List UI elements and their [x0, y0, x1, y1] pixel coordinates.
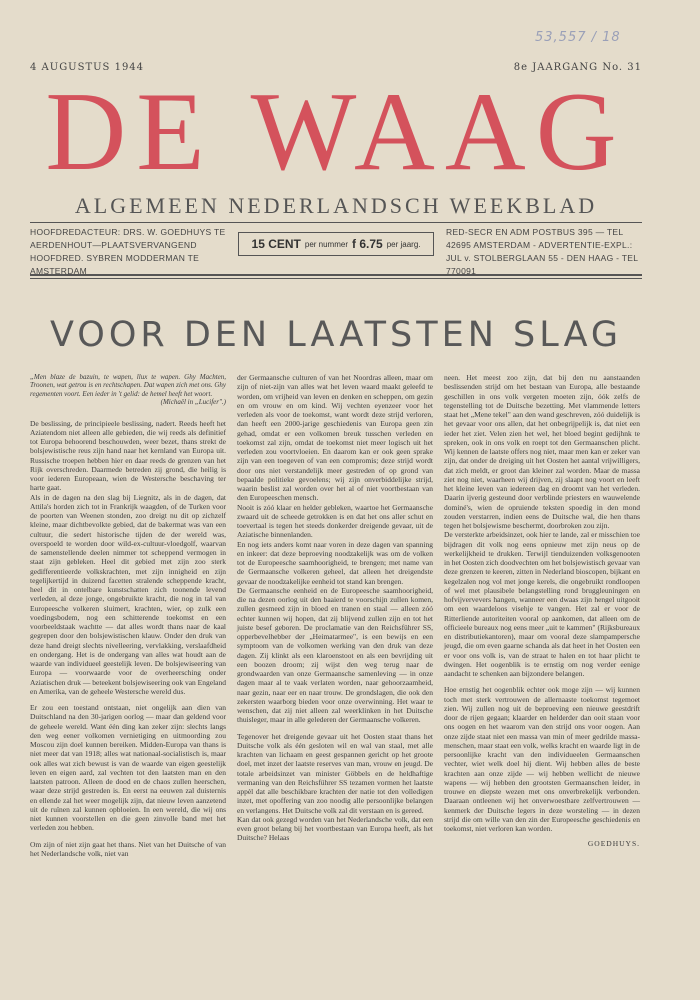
- paragraph: Nooit is zóó klaar en helder gebleken, waartoe het Germaansche zwaard uit de scheede getrokken is en dat het ons aller schut en toevertaal is tegen het steeds donkerder dreigende gevaar, uit de Aziatische binnenlanden.: [237, 502, 433, 540]
- paragraph: De Germaansche eenheid en de Europeesche saamhoorigheid, die na dezen oorlog uit den baaierd te voorschijn zullen komen, zullen gesmeed zijn in bloed en tranen en staal — alleen zóó echter kunnen wij hopen, dat zij blijvend zullen zijn en tot het juiste besef geboren. De proclamatie van den Reichsführer SS, opperbevelhebber der „Heimatarmee", is een bewijs en een symptoom van de volkomen werking van den druk van deze dagen. Zij klinkt als een klaroenstoot en als een bevrijding uit een boozen droom; zij wijst den weg terug naar de grondwaarden van onze Germaansche samenleving — in onze dagen maar al te vaak verlaten worden, naar gehoorzaamheid, naar gezin, naar eer en naar trouw. De grondslagen, die ook den zekersten waarborg bieden voor onze overwinning. Het waar te wenschen, dat zij niet alleen zal weerklinken in het Duitsche thuisleger, maar in alle gelederen der Germaansche volkeren.: [237, 585, 433, 725]
- issue-date: 4 AUGUSTUS 1944: [30, 62, 145, 73]
- paragraph: Tegenover het dreigende gevaar uit het Oosten staat thans het Duitsche volk als één gesloten wil en wal van staal, met alle krachten van lichaam en geest gespannen gericht op het groote doel, met inzet der laatste reserves van man, vrouw en jeugd. De totale arbeidsinzet van minister Göbbels en de heldhaftige vermaning van den Reichsführer SS tezamen vormen het laatste appèl dat alle beschikbare krachten der natie tot den volledigen inzet, met opoffering van zoo noodig alle persoonlijke belangen en verlangens. Het Duitsche volk zal dit verstaan en is gereed.: [237, 731, 433, 815]
- paragraph: Er zou een toestand ontstaan, niet ongelijk aan dien van Duitschland na den 30-jarigen oorlog — maar dan geldend voor de geheele wereld. Want één ding kan zeker zijn: slechts langs den weg eener volkomen vernietiging en uitmoording zou Moscou zijn doel kunnen bereiken. Midden-Europa van thans is niet meer dat van 1918; alles wat nationaal-socialistisch is, maar ook alles wat zich bewust is van de waarde van eigen geestelijk leven en eigen aard, zal vechten tot den laatsten man en den laatsten patroon. Alleen de dood en de chaos zullen heerschen, waar deze strijd gestreden is. En eerst na eeuwen zal duisternis en ellende zal het weer mogelijk zijn, dat nieuw leven aanzetend uit de ruïnen zal kunnen opbloeien. In een wereld, die wij ons niet kunnen voorstellen en die geen zinvolle band met het verleden zou hebben.: [30, 703, 226, 833]
- paragraph: Om zijn of niet zijn gaat het thans. Niet van het Duitsche of van het Nederlandsche volk, niet van: [30, 839, 226, 858]
- article-headline: VOOR DEN LAATSTEN SLAG: [49, 315, 623, 355]
- paragraph: De versterkte arbeidsinzet, ook hier te lande, zal er misschien toe bijdragen dit volk nog eens opnieuw met zijn neus op de werkelijkheid te drukken. Terwijl tienduizenden volksgenooten in het Oosten zich doodvechten om het bolsjewistisch gevaar van deze grenzen te keeren, zitten in Nederland bioscopen, bijkant en kegelzalen nog vol met jonge kerels, die ongebruikt rondloopen of wel met plausibele belangstelling rond bruggleuningen en hofvijvervevers hangen, wanneer een dwaas zijn hengel uitgooit om een waardeloos visehje te vangen. Het zal er voor de Ritterliende autoriteiten vooral op aankomen, dat alleen om de officieele bureaux nog eens meer „uit te kammen" (Rijksbureaux en distributiekantoren), maar om vooral deze slampampersche jeugd, die om even gaarne schanda als dat heet in het Oosten een er voor ons volk is, van de straat te halen en tot haar plicht te dwingen. Het oogenblik is te ernstig om nog verder eenige aandacht te schenken aan bijzondere belangen.: [444, 530, 640, 678]
- paragraph: der Germaansche culturen of van het Noordras alleen, maar om zijn of niet-zijn van alles wat het leven waard maakt geleefd te worden, om vrijheid van leven en denken en scheppen, om gezin en om vrouw en om kind. Wij vechten eyenzeer voor het verleden als voor de toekomst, want wordt deze strijd verloren, dan heeft een 2000-jarige geschiedenis van Europa geen zin gehad, omdat er een volkomen breuk tusschen verleden en toekomst zal zijn, omdat de toekomst niet meer logisch uit het verleden zou voortvloeien. En daarom kan er ook geen sprake zijn van een toegeven of van een compromis; deze strijd wordt door ons niet verstandelijk meer gestreden of op grond van bepaalde politieke gevoelens; wij zijn onverbiddelijke strijd, waarin beslist zal worden over het al of niet voortbestaan van den Europeeschen mensch.: [237, 373, 433, 503]
- editors-info: HOOFDREDACTEUR: DRS. W. GOEDHUYS TE AERDENHOUT—PLAATSVERVANGEND HOOFDRED. SYBREN MODDERMAN TE AMSTERDAM: [30, 227, 226, 276]
- divider: [30, 274, 642, 276]
- address-info: RED-SECR EN ADM POSTBUS 395 — TEL 42695 AMSTERDAM - ADVERTENTIE-EXPL.: JUL v. STOLBERGLAAN 55 - DEN HAAG - TEL 770091: [446, 227, 638, 276]
- issue-volume: 8e JAARGANG No. 31: [513, 62, 642, 73]
- divider: [30, 222, 642, 223]
- paragraph: Hoe ernstig het oogenblik echter ook moge zijn — wij kunnen toch met sterk vertrouwen de allernaaste toekomst tegemoet zien. Wij zullen nog uit de beproeving een nieuwe geestdrift door de rijen gegaan; klaarder en helderder dan ooit staan voor ons oogen en het waarom van den strijd ons voor oogen. Aan onze zijde staat niet een massa van min of meer gedrilde massa-menschen, maar staat een volk, welks kracht en waarde ligt in de persoonlijke kracht van den individueelen Germaanschen vechter, wiet welk doel hij dient. Wij hebben alles de beste krachten aan onze zijde — wij hebben wellicht de nieuwe wapens — wij hebben den grootsten Germaanschen leider, in trouwe en diepste wezen met ons onverbrekelijk verbonden. Daaraan ontleenen wij het onverwoestbare zelfvertrouwen — kenmerk der Duitsche legers in deze worsteling — in dezen strijd die om wille van den zin der Europeesche geschiedenis en toekomst, niet verloren kan worden.: [444, 685, 640, 833]
- price-main: 15 CENT: [251, 237, 301, 251]
- newspaper-title: DE WAAG: [45, 70, 627, 194]
- handwritten-note: 53,557 / 18: [535, 30, 621, 45]
- author-signature: GOEDHUYS.: [587, 839, 640, 849]
- divider: [30, 278, 642, 279]
- paragraph: Als in de dagen na den slag bij Liegnitz, als in de dagen, dat Attila's horden zich tot in Frankrijk waagden, of de Turken voor de poorten van Weenen stonden, zoo dreigt nu dit op zichzelf kleine, maar dichtbevolkte gebied, dat de bakermat was van een cultuur, die sedert historische tijden de der wereld was, overspoeld te worden door wild-ex-cultuur-vloedgolf, waarvan de samenstellende deelen nimmer tot scheppend vermogen in staat zijn gebleken. Heel dit gebied met zijn zoo sterk gedifferentieerde volkskrachten, met zijn innigheid en zijn tegelijkertijd in duizend facetten stralende scheppende kracht, heel dit in ontelbare kunstschatten zich toonende levend verleden, al deze jonge, ongebruikte kracht, die nog in tal van Europeesche volkeren sluimert, krachten, wier, op zulk een voedingsbodem, nog een schitterende toekomst en een voorbeeldstaak wachtte — dat alles wordt thans naar de kaal gegrepen door den bolsjewistischen klauw. Onder den druk van deze hand dreigt slechts nivelleering, vervlakking, verslaafdheid en ondergang. Het is de ondergang van alles wat houdt aan de waarde van individueel geestelijk leven. De bolsjewiseering van Europa — voorwaarde voor de overheersching onder Aziatischen druk — beteekent bolsjewiseering ook van Engeland en Amerika, van de geheele Westersche wereld dus.: [30, 492, 226, 696]
- article-column-2: [237, 373, 433, 843]
- price-per: per nummer: [304, 239, 348, 249]
- article-column-1: [30, 373, 226, 858]
- article-column-3: [444, 373, 640, 849]
- article-motto: [30, 373, 226, 407]
- paragraph: neen. Het meest zoo zijn, dat bij den nu aanstaanden beslissenden strijd om het bestaan van Europa, alle bestaande geschillen in ons volk vergeten moeten zijn, óók zelfs de tegenstelling tot de Duitsche bezetting. Met vlammende letters staat het „Mene tekel" aan den wand geschreven, zóó duidelijk is het gevaar voor ons allen, dat het onbegrijpelijk is, dat niet een ieder het ziet. Velen zien het wel, het bloed begint gedijhnk te spreken, ook in ons volk en roept tot den Germaanschen plicht. Wij kennen de laatste offers nog niet, maar men kan er zeker van zijn, dat onder de dreiging uit het Oosten het aantal vrijwilligers, dat zich meldt, er groot dan kleiner zal worden. Maar de massa ziet nog niet, waarheen wij drijven, zij slaapt nog voort en leeft het kleine leven van iedereen dag en droomt van het verleden. Daarin ijverig gesteund door verblinde priesters en wauwelende dominé's, wien de opruiende teksten spoedig in den mond zouden verstarren, indien eens de Duitsche wal, die hen thans tegen het bolsjewisme beschermt, doorbroken zou zijn.: [444, 373, 640, 530]
- price-box: [238, 232, 434, 256]
- paragraph: En nog iets anders komt naar voren in deze dagen van spanning en inkeer: dat deze beproeving noodzakelijk was om de volken tot de Europeesche saamhoorigheid, te brengen; met name van de Germaansche volkeren geheel, dat alleen het dreigendste gevaar de noodzakelijke eenheid tot stand kan brengen.: [237, 539, 433, 586]
- paragraph: De beslissing, de principieele beslissing, nadert. Reeds heeft het Aziatendom niet alleen alle gebieden, die wij reeds als definitief tot Europa behoorend beschouwden, weer bezet, thans strekt de bolsjewistische reus zijn hand naar het kernland van Europa uit. Russische troepen hebben hier en daar reeds de grenzen van het Rijk overschreden. Daarmede betreden zij grond, die heilig is voor iederen Europeaan, wien de Westersche beschaving ter harte gaat.: [30, 418, 226, 493]
- price-year-unit: per jaarg.: [386, 239, 421, 249]
- motto-text: „Men blaze de bazuin, te wapen, llux te wapen. Ghy Machten, Troonen, wat getrou is en rechtschapen. Dat wapen zich met ons. Ghy regementen voort. Een ieder in 't gelid: de hemel heeft het woort.: [30, 373, 226, 398]
- paragraph: Kan dat ook gezegd worden van het Nederlandsche volk, dat een even groot belang bij het voortbestaan van Europa heeft, als het Duitsche? Helaas: [237, 814, 433, 843]
- price-year: f 6.75: [352, 237, 383, 251]
- newspaper-subtitle: ALGEMEEN NEDERLANDSCH WEEKBLAD: [74, 193, 598, 218]
- motto-attribution: (Michaël in „Lucifer".): [160, 398, 226, 407]
